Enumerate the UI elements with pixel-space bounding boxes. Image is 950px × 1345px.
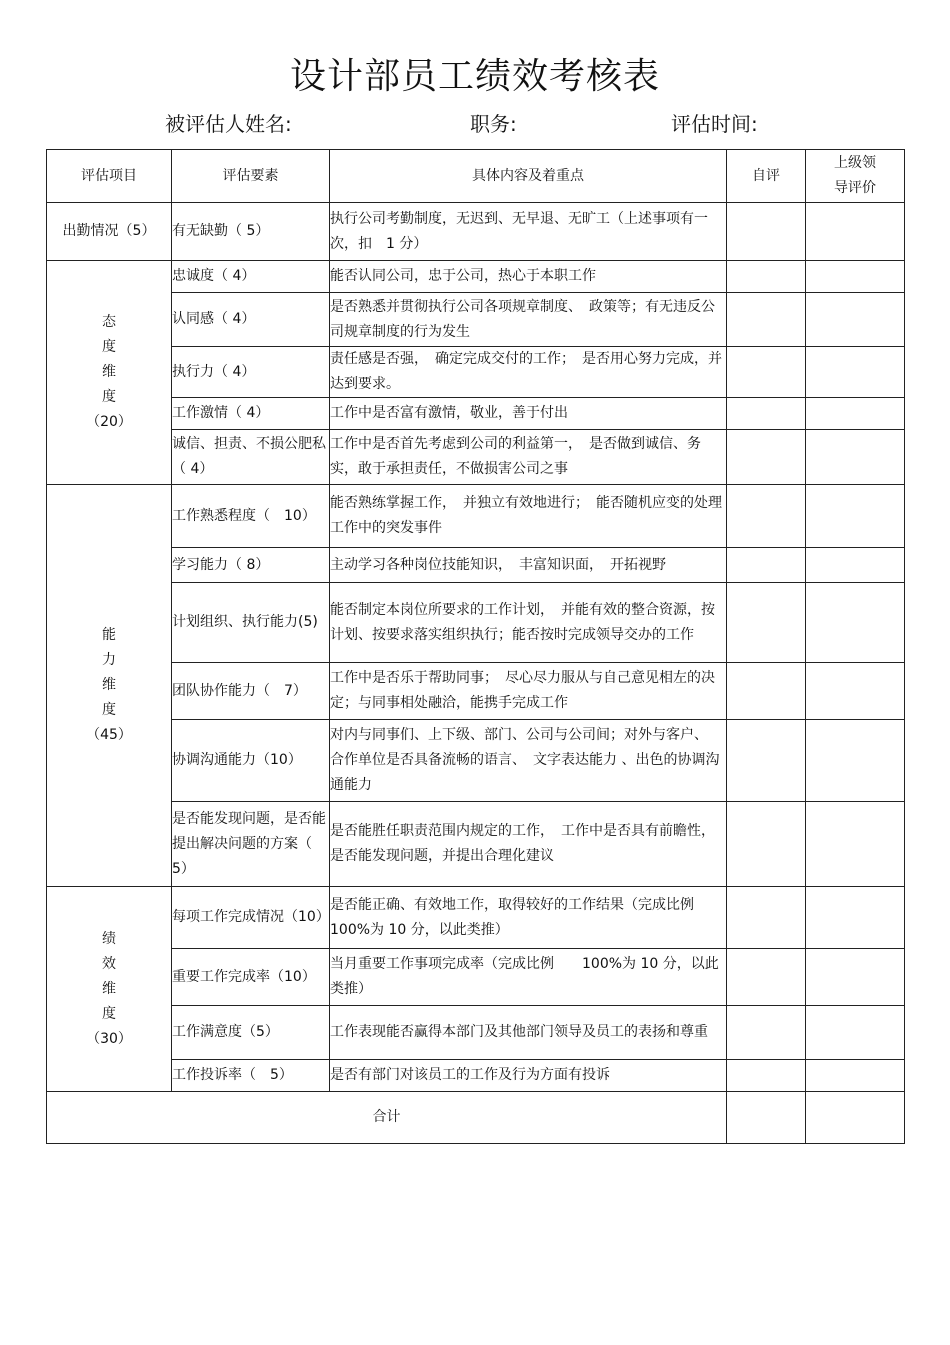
superior-eval-cell[interactable] xyxy=(806,398,905,430)
superior-eval-cell[interactable] xyxy=(806,583,905,663)
self-eval-cell[interactable] xyxy=(727,663,806,720)
content-cell: 是否能胜任职责范围内规定的工作， 工作中是否具有前瞻性，是否能发现问题，并提出合理化建议 xyxy=(330,802,727,887)
content-cell: 主动学习各种岗位技能知识， 丰富知识面， 开拓视野 xyxy=(330,548,727,583)
table-row xyxy=(47,293,905,347)
self-eval-cell[interactable] xyxy=(727,347,806,398)
self-eval-cell[interactable] xyxy=(727,293,806,347)
header-eval-item: 评估项目 xyxy=(47,150,172,203)
element-cell: 是否能发现问题，是否能提出解决问题的方案（ 5） xyxy=(172,802,330,887)
content-cell: 能否认同公司，忠于公司，热心于本职工作 xyxy=(330,261,727,293)
category-label: 能力维度 xyxy=(102,627,116,718)
superior-eval-cell[interactable] xyxy=(806,548,905,583)
self-eval-cell[interactable] xyxy=(727,887,806,949)
table-row xyxy=(47,663,905,720)
superior-eval-cell[interactable] xyxy=(806,949,905,1006)
total-row xyxy=(47,1092,905,1144)
category-label: 态度维度 xyxy=(102,314,116,405)
table-row xyxy=(47,720,905,802)
self-eval-cell[interactable] xyxy=(727,720,806,802)
superior-eval-cell[interactable] xyxy=(806,347,905,398)
superior-eval-cell[interactable] xyxy=(806,293,905,347)
self-eval-cell[interactable] xyxy=(727,1060,806,1092)
table-row xyxy=(47,398,905,430)
self-eval-cell[interactable] xyxy=(727,949,806,1006)
table-row xyxy=(47,430,905,485)
content-cell: 是否熟悉并贯彻执行公司各项规章制度、 政策等；有无违反公司规章制度的行为发生 xyxy=(330,293,727,347)
self-eval-cell[interactable] xyxy=(727,485,806,548)
table-row xyxy=(47,548,905,583)
superior-eval-cell[interactable] xyxy=(806,203,905,261)
content-cell: 工作中是否乐于帮助同事； 尽心尽力服从与自己意见相左的决定；与同事相处融洽，能携手完成工作 xyxy=(330,663,727,720)
employee-name-label: 被评估人姓名: xyxy=(165,112,292,136)
element-cell: 有无缺勤（ 5） xyxy=(172,203,330,261)
total-label: 合计 xyxy=(47,1092,727,1144)
element-cell: 工作激情（ 4） xyxy=(172,398,330,430)
header-eval-element: 评估要素 xyxy=(172,150,330,203)
element-cell: 工作满意度（5） xyxy=(172,1006,330,1060)
table-row xyxy=(47,583,905,663)
superior-eval-cell[interactable] xyxy=(806,261,905,293)
header-superior-eval: 上级领导评价 xyxy=(806,150,905,203)
content-cell: 工作中是否首先考虑到公司的利益第一， 是否做到诚信、务实，敢于承担责任，不做损害公司之事 xyxy=(330,430,727,485)
content-cell: 对内与同事们、上下级、部门、公司与公司间；对外与客户、 合作单位是否具备流畅的语言、 文字表达能力 、出色的协调沟通能力 xyxy=(330,720,727,802)
content-cell: 是否有部门对该员工的工作及行为方面有投诉 xyxy=(330,1060,727,1092)
content-cell: 当月重要工作事项完成率（完成比例 100%为 10 分，以此类推） xyxy=(330,949,727,1006)
table-row xyxy=(47,802,905,887)
category-score: （45） xyxy=(86,727,132,743)
content-cell: 是否能正确、有效地工作，取得较好的工作结果（完成比例 100%为 10 分，以此类推） xyxy=(330,887,727,949)
category-score: （20） xyxy=(86,414,132,430)
category-attendance: 出勤情况（5） xyxy=(47,203,172,261)
table-row xyxy=(47,203,905,261)
self-eval-cell[interactable] xyxy=(727,548,806,583)
element-cell: 重要工作完成率（10） xyxy=(172,949,330,1006)
table-row xyxy=(47,887,905,949)
superior-eval-total-cell[interactable] xyxy=(806,1092,905,1144)
superior-eval-cell[interactable] xyxy=(806,802,905,887)
category-ability xyxy=(47,485,172,887)
self-eval-cell[interactable] xyxy=(727,261,806,293)
table-row xyxy=(47,1060,905,1092)
element-cell: 工作投诉率（ 5） xyxy=(172,1060,330,1092)
category-label: 绩效维度 xyxy=(102,930,116,1022)
document-title: 设计部员工绩效考核表 xyxy=(289,56,660,97)
table-row xyxy=(47,261,905,293)
element-cell: 忠诚度（ 4） xyxy=(172,261,330,293)
self-eval-cell[interactable] xyxy=(727,802,806,887)
category-performance xyxy=(47,887,172,1092)
self-eval-cell[interactable] xyxy=(727,398,806,430)
element-cell: 认同感（ 4） xyxy=(172,293,330,347)
element-cell: 协调沟通能力（10） xyxy=(172,720,330,802)
table-row xyxy=(47,347,905,398)
appraisal-table xyxy=(46,149,905,1144)
header-self-eval: 自评 xyxy=(727,150,806,203)
self-eval-cell[interactable] xyxy=(727,1006,806,1060)
superior-eval-cell[interactable] xyxy=(806,430,905,485)
self-eval-cell[interactable] xyxy=(727,203,806,261)
element-cell: 学习能力（ 8） xyxy=(172,548,330,583)
content-cell: 责任感是否强， 确定完成交付的工作； 是否用心努力完成，并达到要求。 xyxy=(330,347,727,398)
content-cell: 能否制定本岗位所要求的工作计划， 并能有效的整合资源，按计划、按要求落实组织执行；能否按时完成领导交办的工作 xyxy=(330,583,727,663)
element-cell: 诚信、担责、不损公肥私（ 4） xyxy=(172,430,330,485)
superior-eval-cell[interactable] xyxy=(806,1006,905,1060)
position-label: 职务: xyxy=(470,112,517,136)
content-cell: 能否熟练掌握工作， 并独立有效地进行； 能否随机应变的处理工作中的突发事件 xyxy=(330,485,727,548)
superior-eval-cell[interactable] xyxy=(806,720,905,802)
category-score: （30） xyxy=(86,1030,132,1047)
content-cell: 工作中是否富有激情，敬业，善于付出 xyxy=(330,398,727,430)
content-cell: 工作表现能否赢得本部门及其他部门领导及员工的表扬和尊重 xyxy=(330,1006,727,1060)
self-eval-total-cell[interactable] xyxy=(727,1092,806,1144)
self-eval-cell[interactable] xyxy=(727,583,806,663)
self-eval-cell[interactable] xyxy=(727,430,806,485)
table-row xyxy=(47,485,905,548)
table-row xyxy=(47,1006,905,1060)
element-cell: 团队协作能力（ 7） xyxy=(172,663,330,720)
table-header-row xyxy=(47,150,905,203)
element-cell: 每项工作完成情况（10） xyxy=(172,887,330,949)
header-content: 具体内容及着重点 xyxy=(330,150,727,203)
element-cell: 计划组织、执行能力(5) xyxy=(172,583,330,663)
element-cell: 执行力（ 4） xyxy=(172,347,330,398)
superior-eval-cell[interactable] xyxy=(806,485,905,548)
element-cell: 工作熟悉程度（ 10） xyxy=(172,485,330,548)
superior-eval-cell[interactable] xyxy=(806,887,905,949)
eval-time-label: 评估时间: xyxy=(671,112,758,136)
content-cell: 执行公司考勤制度，无迟到、无早退、无旷工（上述事项有一次，扣 1 分） xyxy=(330,203,727,261)
superior-eval-cell[interactable] xyxy=(806,1060,905,1092)
superior-eval-cell[interactable] xyxy=(806,663,905,720)
category-attitude xyxy=(47,261,172,485)
table-row xyxy=(47,949,905,1006)
